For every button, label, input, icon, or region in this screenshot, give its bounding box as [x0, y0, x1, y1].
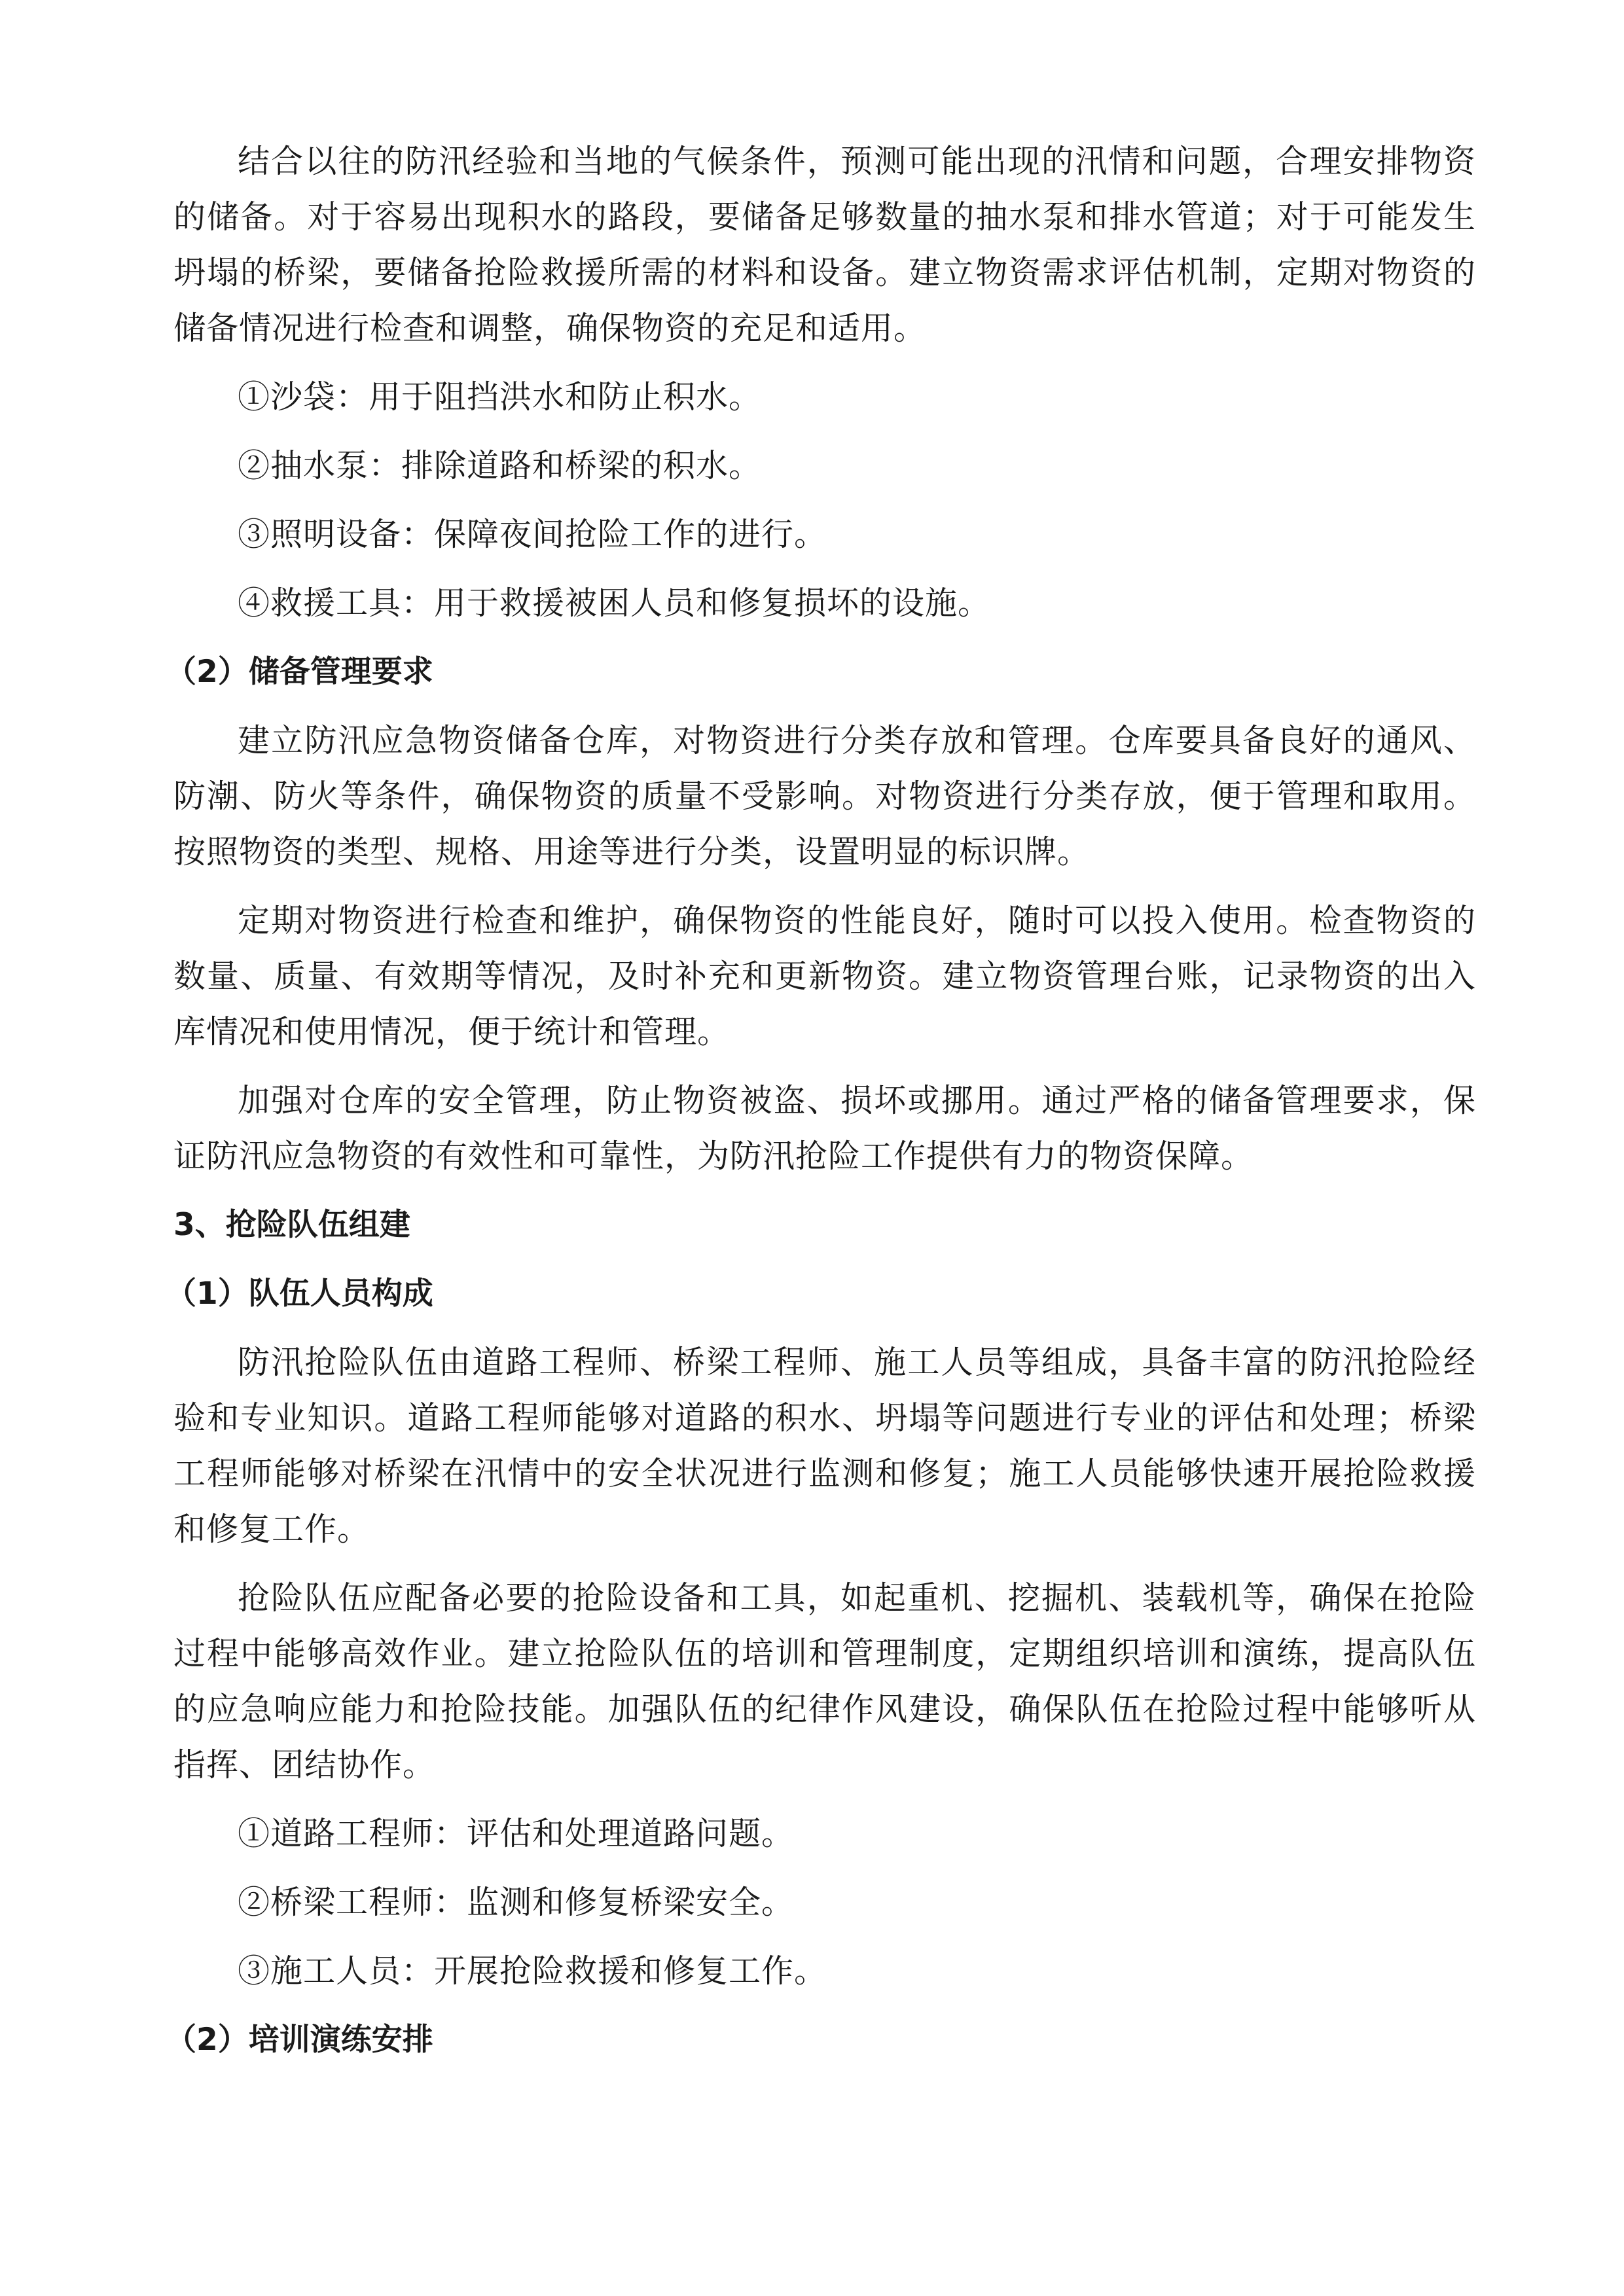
storage-paragraph: 建立防汛应急物资储备仓库，对物资进行分类存放和管理。仓库要具备良好的通风、防潮、防火等条件，确保物资的质量不受影响。对物资进行分类存放，便于管理和取用。按照物资的类型、规格、用途等进行分类，设置明显的标识牌。	[173, 722, 1476, 870]
list-item: ④救援工具：用于救援被困人员和修复损坏的设施。	[238, 584, 991, 622]
section-heading: 3、抢险队伍组建	[173, 1207, 410, 1243]
storage-paragraph: 定期对物资进行检查和维护，确保物资的性能良好，随时可以投入使用。检查物资的数量、质量、有效期等情况，及时补充和更新物资。建立物资管理台账，记录物资的出入库情况和使用情况，便于统计和管理。	[173, 902, 1476, 1050]
list-item: ①道路工程师：评估和处理道路问题。	[238, 1815, 795, 1852]
list-item: ①沙袋：用于阻挡洪水和防止积水。	[238, 378, 762, 416]
list-item: ③施工人员：开展抢险救援和修复工作。	[238, 1952, 827, 1990]
subsection-heading: （1）队伍人员构成	[166, 1276, 433, 1312]
list-item: ③照明设备：保障夜间抢险工作的进行。	[238, 516, 827, 553]
subsection-heading: （2）培训演练安排	[166, 2022, 433, 2058]
team-paragraph: 抢险队伍应配备必要的抢险设备和工具，如起重机、挖掘机、装载机等，确保在抢险过程中能够高效作业。建立抢险队伍的培训和管理制度，定期组织培训和演练，提高队伍的应急响应能力和抢险技能。加强队伍的纪律作风建设，确保队伍在抢险过程中能够听从指挥、团结协作。	[173, 1579, 1476, 1784]
list-item: ②桥梁工程师：监测和修复桥梁安全。	[238, 1884, 795, 1921]
intro-paragraph: 结合以往的防汛经验和当地的气候条件，预测可能出现的汛情和问题，合理安排物资的储备。对于容易出现积水的路段，要储备足够数量的抽水泵和排水管道；对于可能发生坍塌的桥梁，要储备抢险救援所需的材料和设备。建立物资需求评估机制，定期对物资的储备情况进行检查和调整，确保物资的充足和适用。	[173, 143, 1476, 347]
subsection-heading: （2）储备管理要求	[166, 654, 433, 690]
list-item: ②抽水泵：排除道路和桥梁的积水。	[238, 447, 762, 484]
page-content	[166, 134, 1476, 2081]
team-paragraph: 防汛抢险队伍由道路工程师、桥梁工程师、施工人员等组成，具备丰富的防汛抢险经验和专业知识。道路工程师能够对道路的积水、坍塌等问题进行专业的评估和处理；桥梁工程师能够对桥梁在汛情中的安全状况进行监测和修复；施工人员能够快速开展抢险救援和修复工作。	[173, 1344, 1476, 1548]
storage-paragraph: 加强对仓库的安全管理，防止物资被盗、损坏或挪用。通过严格的储备管理要求，保证防汛应急物资的有效性和可靠性，为防汛抢险工作提供有力的物资保障。	[173, 1082, 1476, 1175]
